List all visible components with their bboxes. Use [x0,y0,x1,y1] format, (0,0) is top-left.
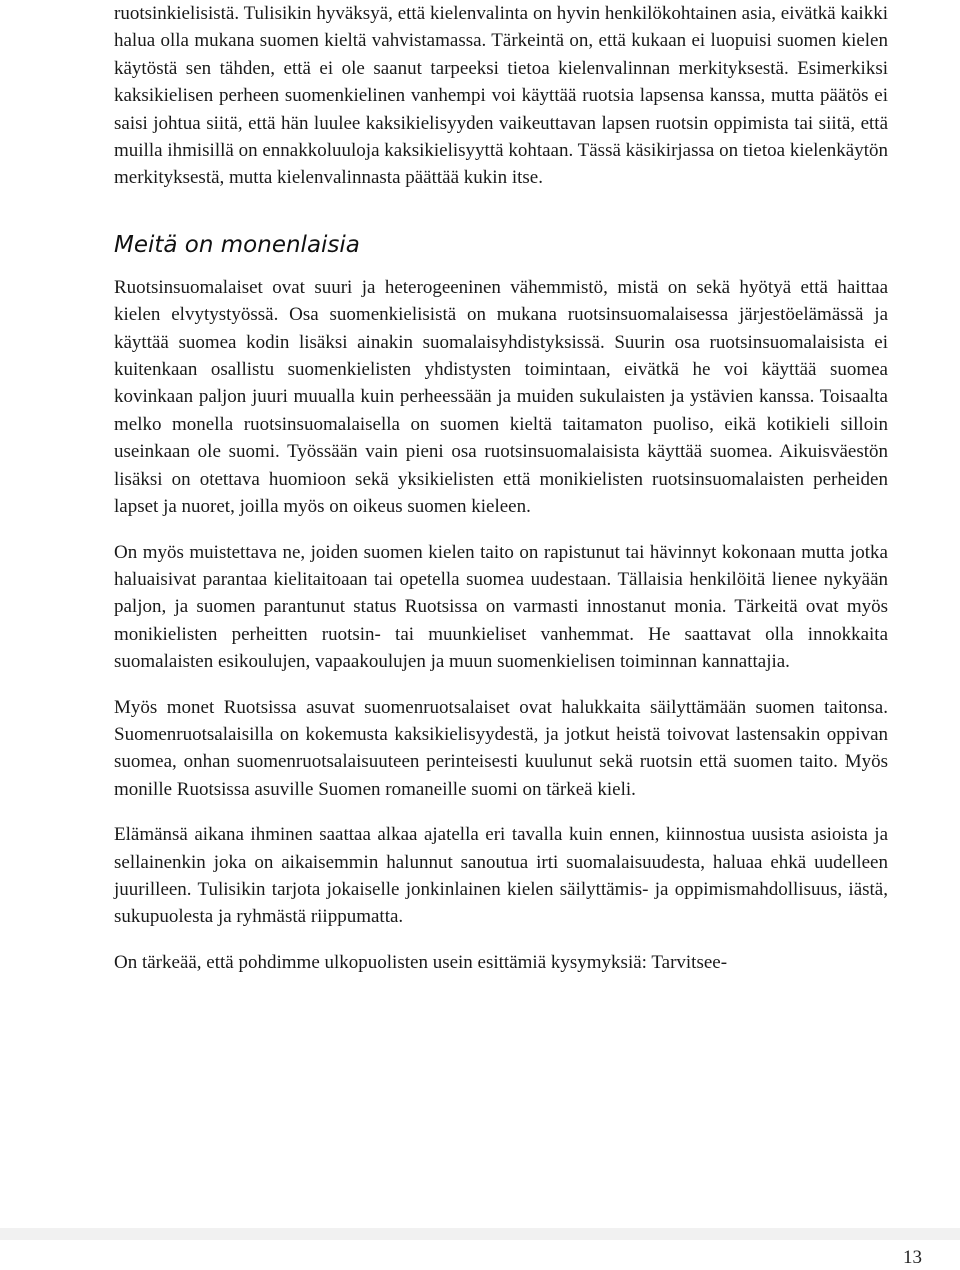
body-paragraph-1: Ruotsinsuomalaiset ovat suuri ja heterogeeninen vähemmistö, mistä on sekä hyötyä että haittaa kielen elvytystyössä. Osa suomenkielisistä on mukana ruotsinsuomalaisessa järjestöelämässä ja käyttää suomea kodin lisäksi ainakin suomalaisyhdistyksissä. Suurin osa ruotsinsuomalaisista ei kuitenkaan osallistu suomenkielisten yhdistysten toimintaan, eivätkä he voi käyttää suomea kovinkaan paljon juuri muualla kuin perheessään ja muiden sukulaisten ja ystävien kanssa. Toisaalta melko monella ruotsinsuomalaisella on suomen kieltä taitamaton puoliso, eikä kotikieli silloin useinkaan ole suomi. Työssään vain pieni osa ruotsinsuomalaisista käyttää suomea. Aikuisväestön lisäksi on otettava huomioon sekä yksikielisten että monikielisten ruotsinsuomalaisten perheiden lapset ja nuoret, joilla myös on oikeus suomen kieleen. [114,276,888,518]
body-paragraph-5: On tärkeää, että pohdimme ulkopuolisten usein esittämiä kysymyksiä: Tarvitsee- [114,951,728,973]
section-heading: Meitä on monenlaisia [114,231,360,258]
body-paragraph-4: Elämänsä aikana ihminen saattaa alkaa ajatella eri tavalla kuin ennen, kiinnostua uusista asioista ja sellainenkin joka on aikaisemmin halunnut sanoutua irti suomalaisuudesta, haluaa ehkä uudelleen juurilleen. Tulisikin tarjota jokaiselle jonkinlainen kielen säilyttämis- ja oppimismahdollisuus, iästä, sukupuolesta ja ryhmästä riippumatta. [114,824,888,928]
body-paragraph-2: On myös muistettava ne, joiden suomen kielen taito on rapistunut tai hävinnyt kokonaan mutta jotka haluaisivat parantaa kielitaitoaan tai opetella suomea uudestaan. Tällaisia henkilöitä lienee nykyään paljon, ja suomen parantunut status Ruotsissa on varmasti innostanut monia. Tärkeitä ovat myös monikielisten perheitten ruotsin- tai muunkieliset vanhemmat. He saattavat olla innokkaita suomalaisten esikoulujen, vapaakoulujen ja muun suomenkielisen toiminnan kannattajia. [114,541,888,673]
page-number: 13 [903,1247,922,1268]
document-page [114,0,888,976]
intro-paragraph: ruotsinkielisistä. Tulisikin hyväksyä, että kielenvalinta on hyvin henkilökohtainen asia, eivätkä kaikki halua olla mukana suomen kieltä vahvistamassa. Tärkeintä on, että kukaan ei luopuisi suomen kielen käytöstä sen tähden, että ei ole saanut tarpeeksi tietoa kielenvalinnan merkityksestä. Esimerkiksi kaksikielisen perheen suomenkielinen vanhempi voi käyttää ruotsia lapsensa kanssa, mutta päätös ei saisi johtua siitä, että hän luulee kaksikielisyyden vaikeuttavan lapsen ruotsin oppimista tai siitä, että muilla ihmisillä on ennakkoluuloja kaksikielisyyttä kohtaan. Tässä käsikirjassa on tietoa kielenkäytön merkityksestä, mutta kielenvalinnasta päättää kukin itse. [114,3,888,189]
body-paragraph-3: Myös monet Ruotsissa asuvat suomenruotsalaiset ovat halukkaita säilyttämään suomen taitonsa. Suomenruotsalaisilla on kokemusta kaksikielisyydestä, ja jotkut heistä toivovat lastensakin oppivan suomea, onhan suomenruotsalaisuuteen perinteisesti kuulunut sekä ruotsin että suomen taito. Myös monille Ruotsissa asuville Suomen romaneille suomi on tärkeä kieli. [114,696,888,800]
footer-band [0,1228,960,1240]
